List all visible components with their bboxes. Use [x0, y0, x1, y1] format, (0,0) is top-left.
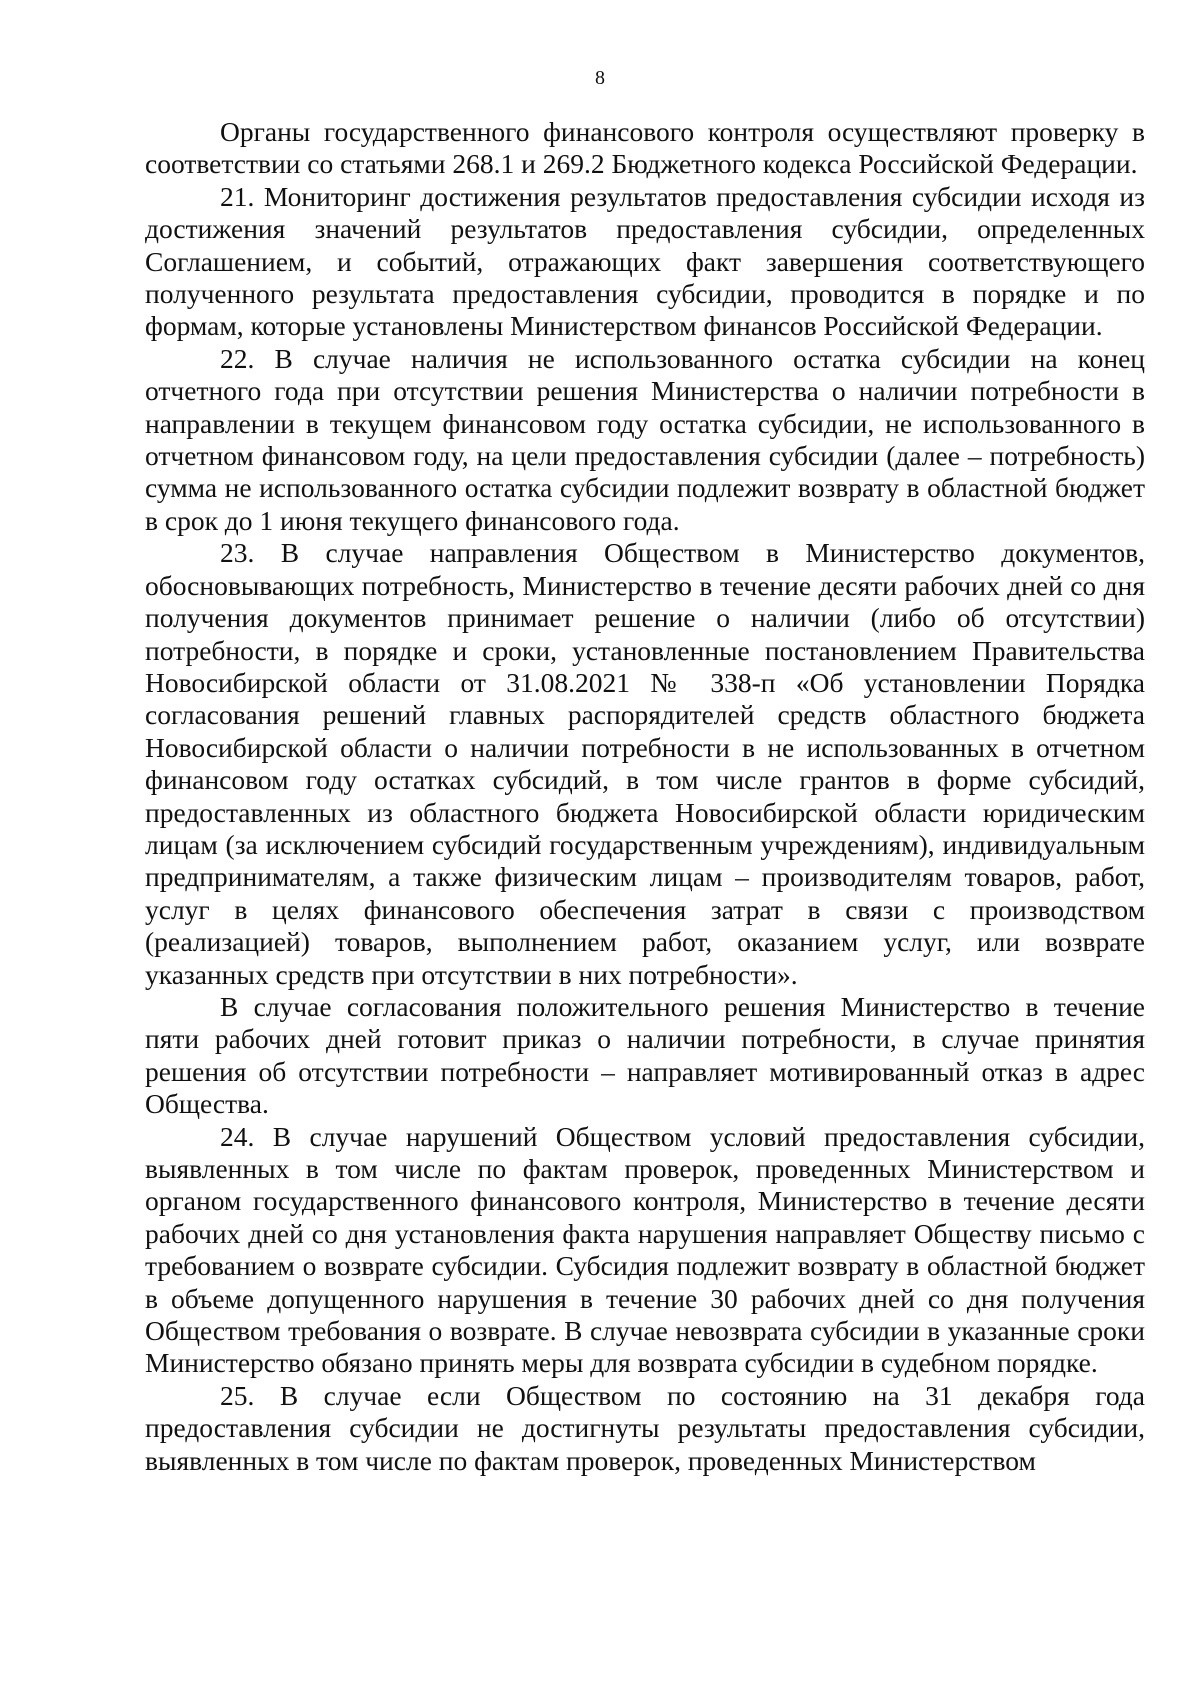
document-body [145, 116, 1145, 1477]
paragraph-25-results-not-achieved: 25. В случае если Обществом по состоянию на 31 декабря года предоставления субсидии не достигнуты результаты предоставления субсидии, выявленных в том числе по фактам проверок, проведенных Министерством [145, 1379, 1145, 1476]
page-number: 8 [595, 67, 605, 89]
paragraph-21-monitoring: 21. Мониторинг достижения результатов предоставления субсидии исходя из достижения значений результатов предоставления субсидии, определенных Соглашением, и событий, отражающих факт завершения соответствующего полученного результата предоставления субсидии, проводится в порядке и по формам, которые установлены Министерством финансов Российской Федерации. [145, 180, 1145, 342]
paragraph-positive-decision: В случае согласования положительного решения Министерство в течение пяти рабочих дней готовит приказ о наличии потребности, в случае принятия решения об отсутствии потребности – направляет мотивированный отказ в адрес Общества. [145, 990, 1145, 1120]
paragraph-22-unused-balance: 22. В случае наличия не использованного остатка субсидии на конец отчетного года при отсутствии решения Министерства о наличии потребности в направлении в текущем финансовом году остатка субсидии, не использованного в отчетном финансовом году, на цели предоставления субсидии (далее – потребность) сумма не использованного остатка субсидии подлежит возврату в областной бюджет в срок до 1 июня текущего финансового года. [145, 342, 1145, 536]
paragraph-control-verification: Органы государственного финансового контроля осуществляют проверку в соответствии со статьями 268.1 и 269.2 Бюджетного кодекса Российской Федерации. [145, 116, 1145, 180]
paragraph-24-violations: 24. В случае нарушений Обществом условий предоставления субсидии, выявленных в том числе по фактам проверок, проведенных Министерством и органом государственного финансового контроля, Министерство в течение десяти рабочих дней со дня установления факта нарушения направляет Обществу письмо с требованием о возврате субсидии. Субсидия подлежит возврату в областной бюджет в объеме допущенного нарушения в течение 30 рабочих дней со дня получения Обществом требования о возврате. В случае невозврата субсидии в указанные сроки Министерство обязано принять меры для возврата субсидии в судебном порядке. [145, 1120, 1145, 1379]
paragraph-23-need-documents: 23. В случае направления Обществом в Министерство документов, обосновывающих потребность, Министерство в течение десяти рабочих дней со дня получения документов принимает решение о наличии (либо об отсутствии) потребности, в порядке и сроки, установленные постановлением Правительства Новосибирской области от 31.08.2021 № 338-п «Об установлении Порядка согласования решений главных распорядителей средств областного бюджета Новосибирской области о наличии потребности в не использованных в отчетном финансовом году остатках субсидий, в том числе грантов в форме субсидий, предоставленных из областного бюджета Новосибирской области юридическим лицам (за исключением субсидий государственным учреждениям), индивидуальным предпринимателям, а также физическим лицам – производителям товаров, работ, услуг в целях финансового обеспечения затрат в связи с производством (реализацией) товаров, выполнением работ, оказанием услуг, или возврате указанных средств при отсутствии в них потребности». [145, 537, 1145, 990]
